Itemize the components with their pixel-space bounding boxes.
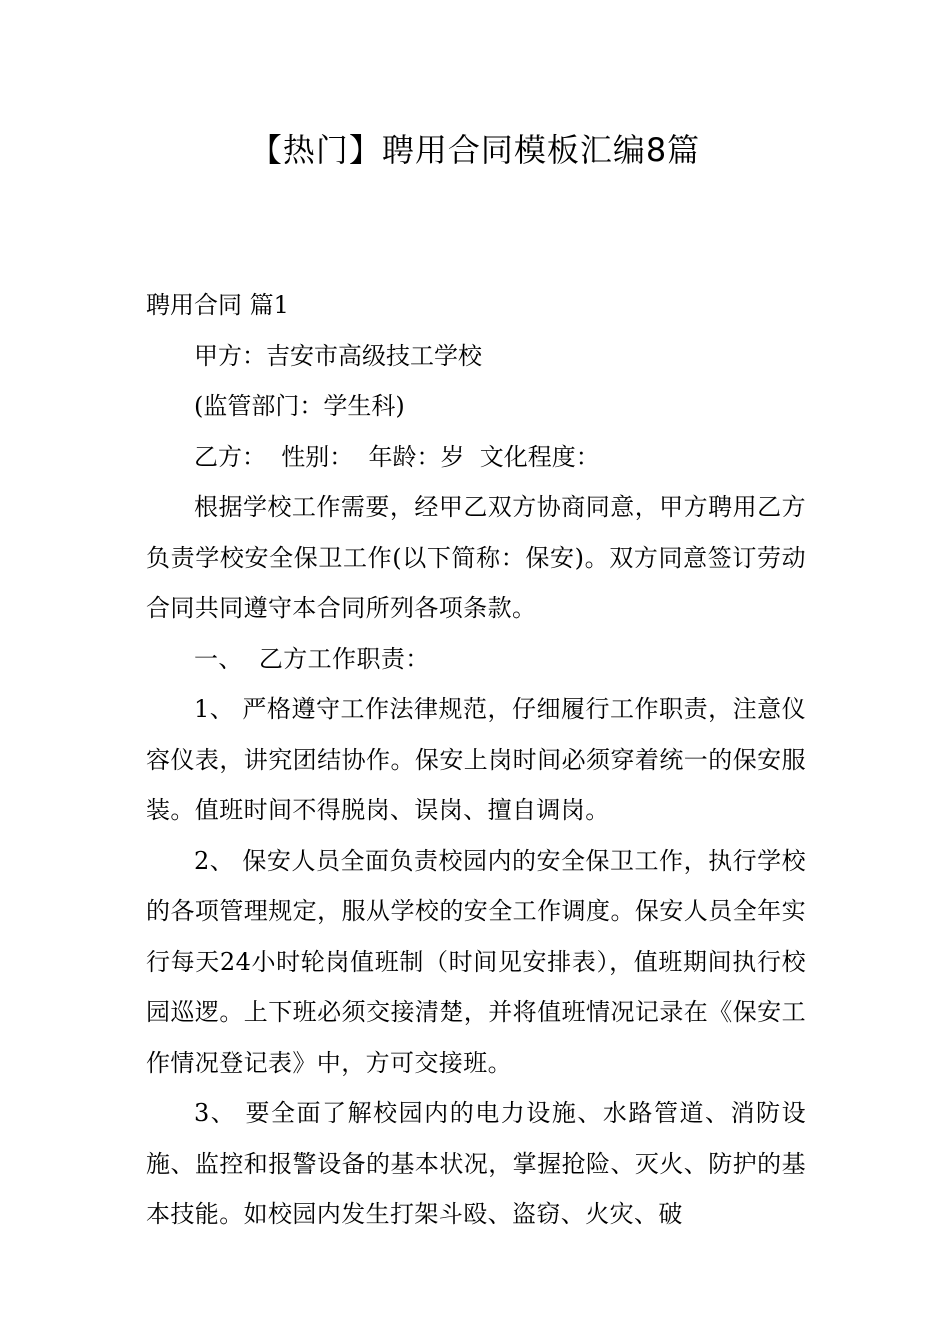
party-a-line: 甲方：吉安市高级技工学校 bbox=[194, 341, 482, 370]
party-b-line: 乙方： 性别： 年龄：岁 文化程度： bbox=[194, 442, 600, 471]
supervisor-line: (监管部门：学生科) bbox=[194, 392, 405, 420]
paragraph-duty-2: 2、 保安人员全面负责校园内的安全保卫工作，执行学校的各项管理规定，服从学校的安全工作调度。保安人员全年实行每天24小时轮岗值班制（时间见安排表），值班期间执行校园巡逻。上下班必须交接清楚，并将值班情况记录在《保安工作情况登记表》中，方可交接班。 bbox=[146, 846, 806, 1077]
paragraph-duty-1: 1、 严格遵守工作法律规范，仔细履行工作职责，注意仪容仪表，讲究团结协作。保安上岗时间必须穿着统一的保安服装。值班时间不得脱岗、误岗、擅自调岗。 bbox=[146, 695, 806, 824]
document-body bbox=[146, 280, 806, 1240]
paragraph-duties-heading: 一、 乙方工作职责： bbox=[194, 644, 430, 673]
document-title: 【热门】聘用合同模板汇编8篇 bbox=[249, 131, 701, 169]
paragraph-intro: 根据学校工作需要，经甲乙双方协商同意，甲方聘用乙方负责学校安全保卫工作(以下简称：保安)。双方同意签订劳动合同共同遵守本合同所列各项条款。 bbox=[146, 493, 806, 622]
section-heading: 聘用合同 篇1 bbox=[146, 291, 289, 319]
paragraph-duty-3: 3、 要全面了解校园内的电力设施、水路管道、消防设施、监控和报警设备的基本状况，掌握抢险、灭火、防护的基本技能。如校园内发生打架斗殴、盗窃、火灾、破 bbox=[146, 1099, 806, 1228]
